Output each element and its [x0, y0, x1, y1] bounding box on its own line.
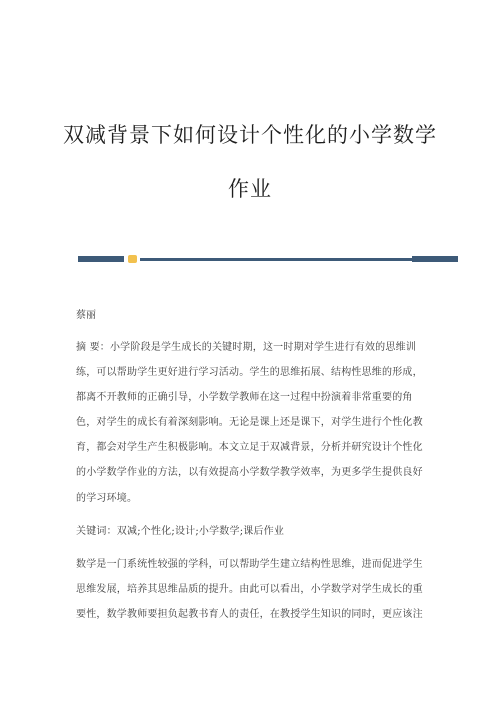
author-name: 蔡丽 — [76, 310, 96, 321]
divider-thick-right — [412, 256, 458, 262]
abstract-line: 都离不开教师的正确引导，小学数学教师在这一过程中扮演着非常重要的角 — [76, 392, 413, 403]
abstract-line: 的小学数学作业的方法，以有效提高小学数学教学效率，为更多学生提供良好 — [76, 467, 423, 478]
title-divider — [78, 255, 458, 263]
document-title-line-1: 双减背景下如何设计个性化的小学数学 — [63, 123, 437, 147]
divider-thick-left — [78, 256, 124, 262]
abstract-line: 育，都会对学生产生积极影响。本文立足于双减背景，分析并研究设计个性化 — [76, 442, 423, 453]
abstract-line: 的学习环境。 — [76, 493, 138, 504]
abstract-line: 摘 要：小学阶段是学生成长的关键时期，这一时期对学生进行有效的思维训 — [76, 342, 416, 353]
body-line: 要性，数学教师要担负起教书育人的责任，在教授学生知识的同时，更应该注 — [76, 609, 423, 620]
body-line: 数学是一门系统性较强的学科，可以帮助学生建立结构性思维，进而促进学生 — [76, 559, 423, 570]
abstract-line: 色，对学生的成长有着深刻影响。无论是课上还是课下，对学生进行个性化教 — [76, 417, 423, 428]
body-line: 思维发展，培养其思维品质的提升。由此可以看出，小学数学对学生成长的重 — [76, 584, 423, 595]
keywords-line: 关键词：双减;个性化;设计;小学数学;课后作业 — [76, 526, 285, 537]
abstract-line: 练，可以帮助学生更好进行学习活动。学生的思维拓展、结构性思维的形成， — [76, 367, 423, 378]
document-title-line-2: 作业 — [228, 177, 272, 201]
divider-ornament-icon — [128, 255, 137, 263]
